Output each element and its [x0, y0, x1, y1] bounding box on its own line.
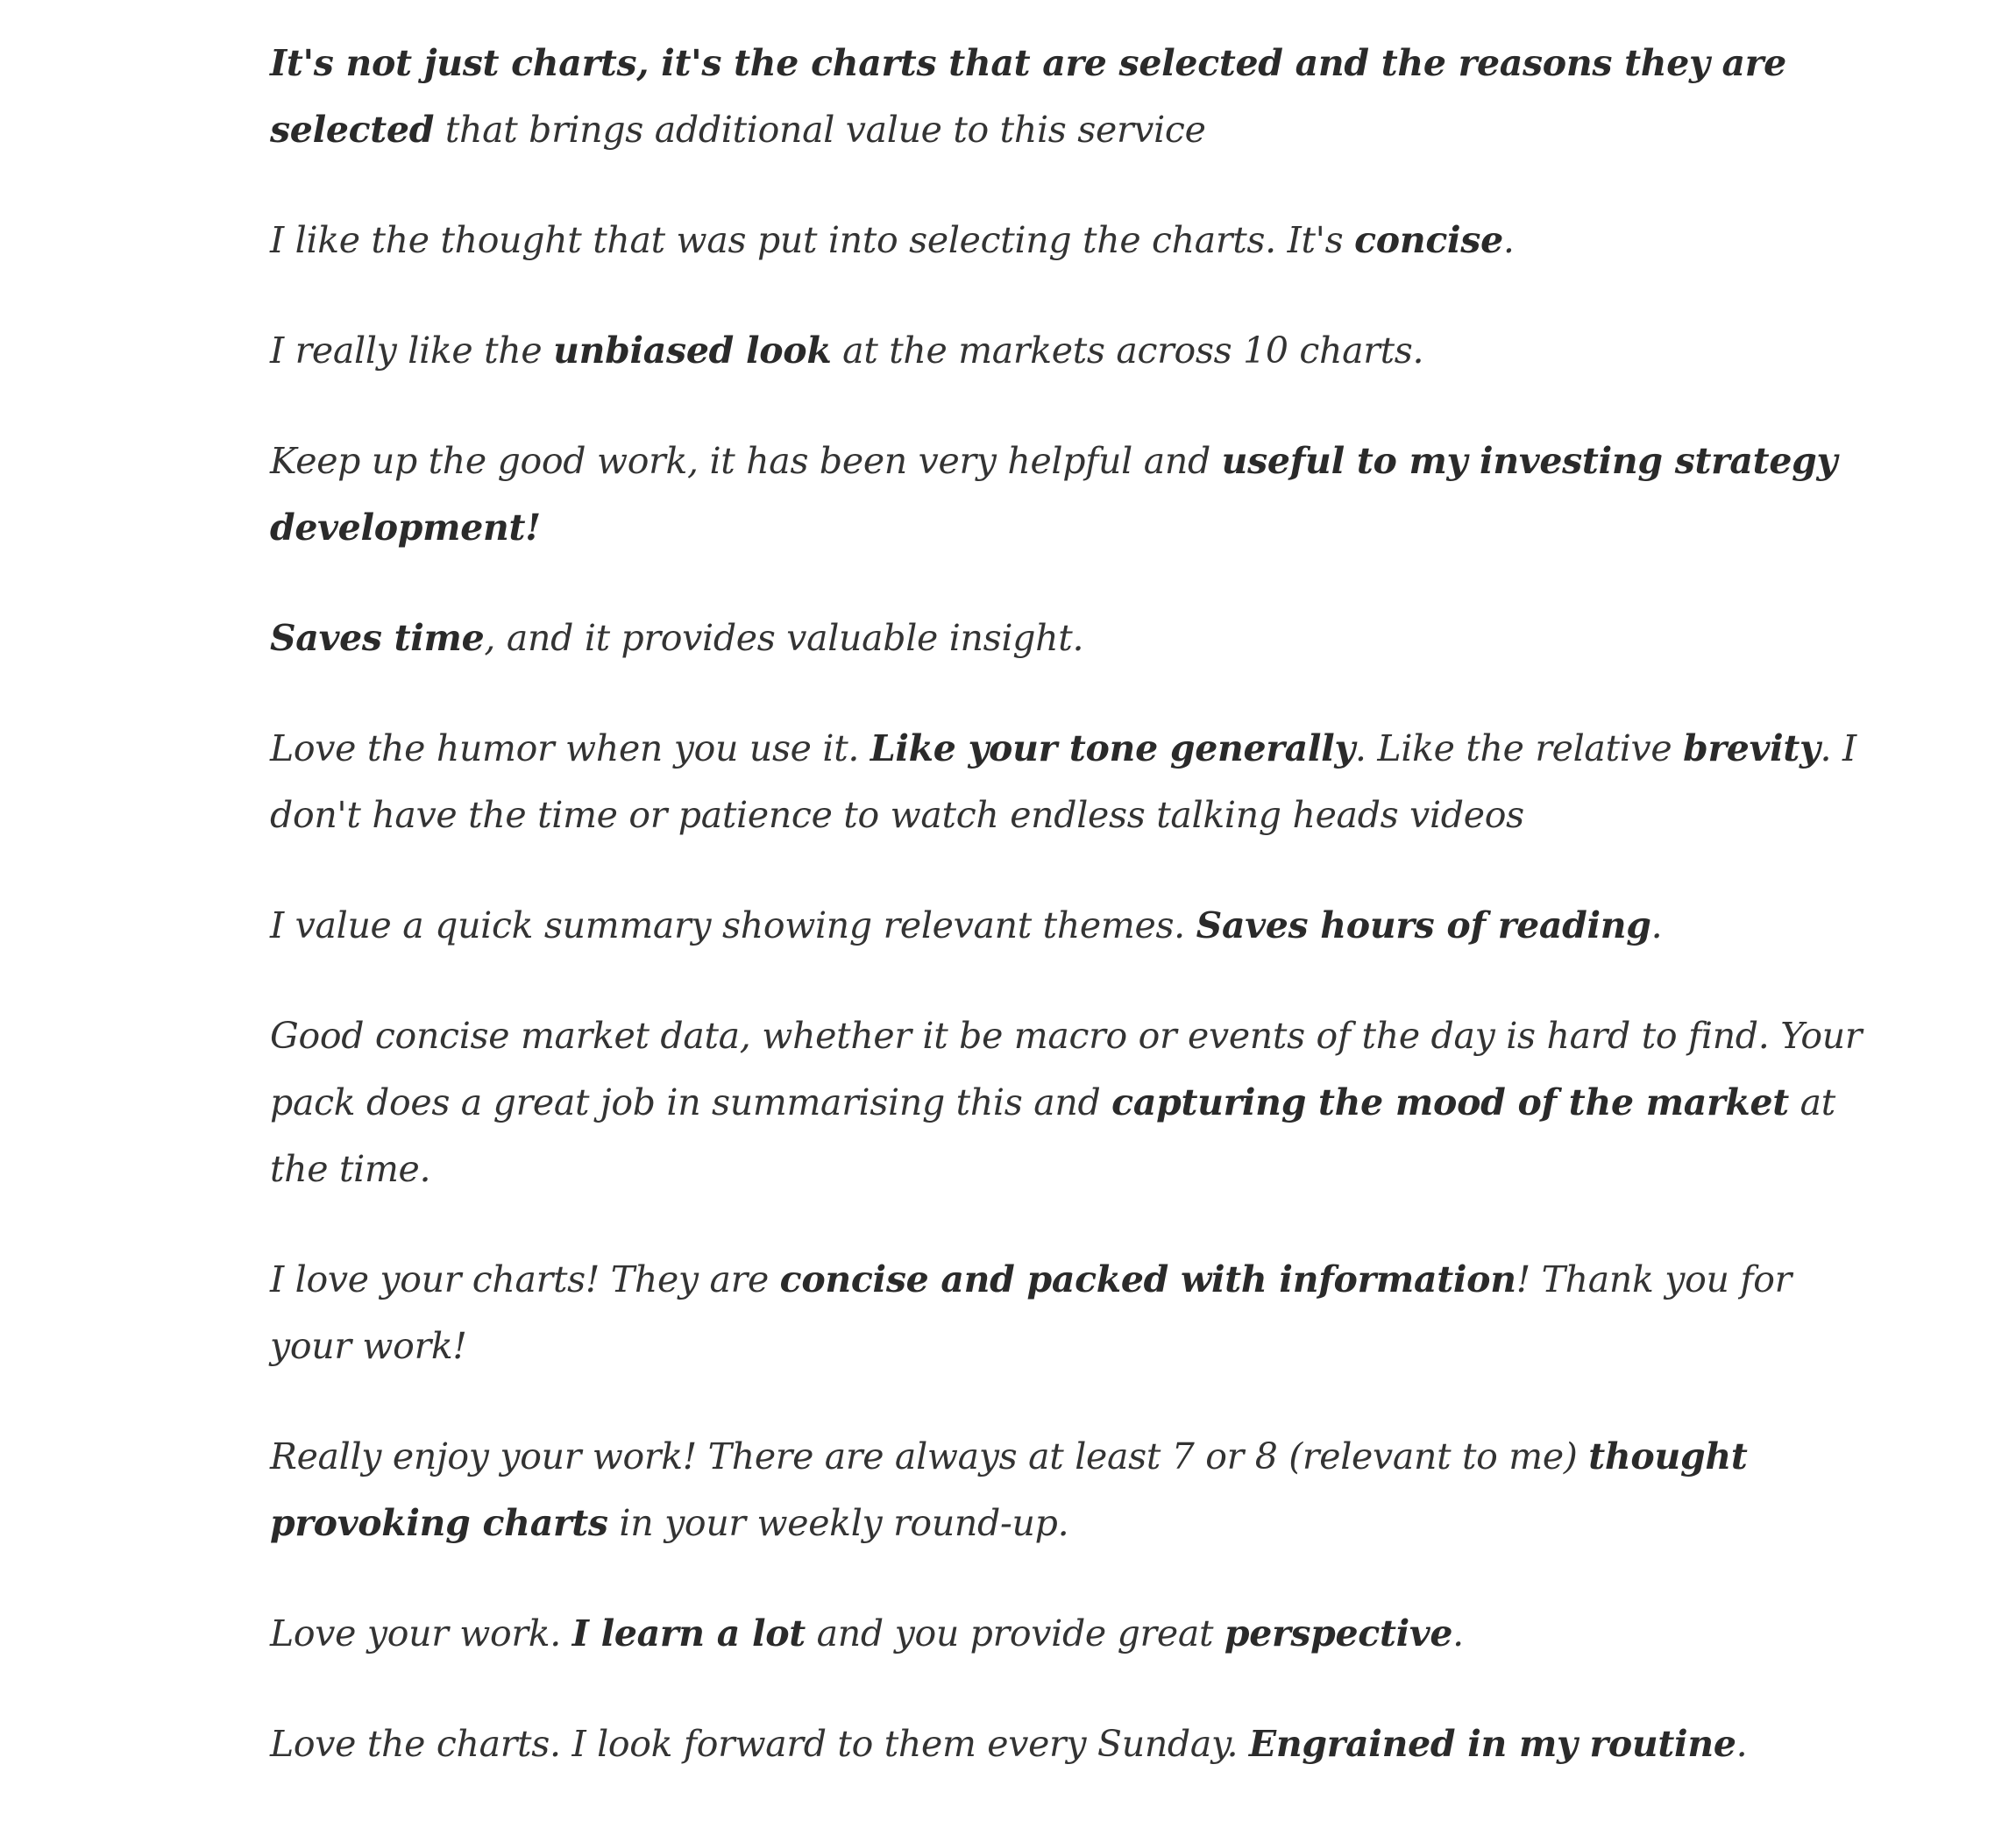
quote-text: .: [1502, 219, 1515, 261]
highlighted-phrase: perspective: [1224, 1612, 1453, 1654]
quote-text: .: [1452, 1612, 1464, 1654]
testimonial-quote: [270, 1246, 1883, 1379]
highlighted-phrase: concise: [1354, 219, 1503, 261]
testimonial-quote: [270, 1423, 1883, 1556]
quote-text: I value a quick summary showing relevant themes.: [270, 904, 1196, 946]
quote-text: I love your charts! They are: [270, 1258, 780, 1300]
testimonial-quote: [270, 892, 1883, 959]
highlighted-phrase: Like your tone generally: [870, 727, 1355, 769]
quote-text: Good concise market data, whether it be macro or events of the day is hard to find. Your pack does a great job in summarising this and: [270, 1015, 1873, 1123]
testimonial-quote: [270, 1600, 1883, 1667]
testimonial-quote: [270, 715, 1883, 848]
highlighted-phrase: It's not just charts, it's the charts that are selected and the reasons they are selected: [270, 42, 1799, 151]
quote-text: , and it provides valuable insight.: [484, 617, 1084, 659]
highlighted-phrase: useful to my investing strategy development!: [270, 440, 1849, 549]
quote-text: Love the charts. I look forward to them every Sunday.: [270, 1723, 1249, 1765]
highlighted-phrase: Saves time: [270, 617, 485, 659]
testimonial-quote: [270, 30, 1883, 163]
highlighted-phrase: brevity: [1683, 727, 1821, 769]
quote-text: at the time.: [270, 1081, 1847, 1190]
quote-text: in your weekly round-up.: [607, 1502, 1069, 1544]
quote-text: that brings additional value to this service: [434, 109, 1206, 151]
quote-text: .: [1650, 904, 1663, 946]
quote-text: I like the thought that was put into selecting the charts. It's: [270, 219, 1355, 261]
testimonial-quote: [270, 428, 1883, 561]
highlighted-phrase: unbiased look: [553, 329, 832, 372]
quote-text: Love the humor when you use it.: [270, 727, 870, 769]
highlighted-phrase: concise and packed with information: [779, 1258, 1516, 1300]
quote-text: . Like the relative: [1354, 727, 1684, 769]
quote-text: Really enjoy your work! There are always at least 7 or 8 (relevant to me): [270, 1435, 1589, 1477]
testimonial-quote: [270, 605, 1883, 671]
quote-text: . I don't have the time or patience to watch endless talking heads videos: [270, 727, 1868, 836]
quote-text: Keep up the good work, it has been very helpful and: [270, 440, 1222, 482]
quote-text: at the markets across 10 charts.: [831, 329, 1424, 372]
testimonial-quote: [270, 207, 1883, 273]
quote-text: I really like the: [270, 329, 554, 372]
quote-text: and you provide great: [805, 1612, 1225, 1654]
testimonial-quote: [270, 1711, 1883, 1777]
highlighted-phrase: I learn a lot: [571, 1612, 806, 1654]
highlighted-phrase: Saves hours of reading: [1196, 904, 1651, 946]
highlighted-phrase: capturing the mood of the market: [1111, 1081, 1789, 1123]
testimonial-quote: [270, 1003, 1883, 1202]
highlighted-phrase: thought provoking charts: [270, 1435, 1760, 1544]
testimonial-quote: [270, 317, 1883, 384]
quote-text: .: [1736, 1723, 1748, 1765]
highlighted-phrase: Engrained in my routine: [1248, 1723, 1736, 1765]
testimonials-list: [270, 30, 1883, 1821]
quote-text: Love your work.: [270, 1612, 572, 1654]
quote-text: ! Thank you for your work!: [270, 1258, 1803, 1367]
